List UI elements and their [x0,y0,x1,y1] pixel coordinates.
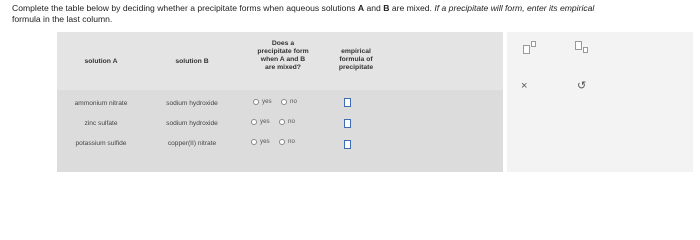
precipitate-radio-group [247,98,327,110]
subscript-small-box-icon [583,47,588,53]
clear-button[interactable]: × [521,80,528,92]
empirical-formula-input[interactable] [344,98,351,107]
table-row [57,134,503,156]
solution-a-cell: zinc sulfate [84,120,118,127]
instructions-and: and [364,3,384,13]
empirical-formula-input[interactable] [344,140,351,149]
no-radio[interactable] [279,139,285,145]
table-row [57,94,503,116]
header-empirical-formula [321,48,391,72]
yes-label: yes [260,118,270,125]
instructions-a: A [357,3,365,13]
header-solution-b: solution B [175,58,209,65]
header-precipitate-line-3: when A and B [260,56,306,63]
header-empirical-line-1: empirical [341,48,371,55]
instructions [12,3,692,25]
no-label: no [288,138,295,145]
yes-label: yes [260,138,270,145]
table-row [57,114,503,136]
precipitate-radio-group [247,118,327,130]
header-precipitate-line-1: Does a [271,40,295,47]
instructions-italic: If a precipitate will form, enter its empirical [434,3,595,13]
table-header [57,32,503,90]
header-precipitate-line-4: are mixed? [265,64,301,71]
solution-a-cell: potassium sulfide [75,140,127,147]
instructions-text-1: Complete the table below by deciding whether a precipitate forms when aqueous solutions [12,3,358,13]
yes-radio[interactable] [251,139,257,145]
no-radio[interactable] [279,119,285,125]
precipitate-radio-group [247,138,327,150]
instructions-text-2: are mixed. [389,3,435,13]
header-empirical-line-2: formula of [339,56,373,63]
no-label: no [288,118,295,125]
solution-a-cell: ammonium nitrate [74,100,128,107]
instructions-b: B [383,3,390,13]
superscript-small-box-icon [531,41,536,47]
empirical-formula-input[interactable] [344,119,351,128]
yes-radio[interactable] [251,119,257,125]
instructions-text-3: formula in the last column. [12,14,113,24]
undo-button[interactable]: ↺ [577,80,587,92]
superscript-box-icon [523,45,530,54]
header-solution-a: solution A [84,58,118,65]
solution-b-cell: sodium hydroxide [166,100,218,107]
no-radio[interactable] [281,99,287,105]
subscript-button[interactable] [573,40,593,56]
subscript-box-icon [575,41,582,50]
no-label: no [290,98,297,105]
solution-b-cell: copper(II) nitrate [167,140,217,147]
superscript-button[interactable] [521,40,541,56]
question-table [57,32,503,172]
yes-radio[interactable] [253,99,259,105]
header-precipitate-question [237,40,329,72]
header-empirical-line-3: precipitate [338,64,374,71]
solution-b-cell: sodium hydroxide [166,120,218,127]
formula-toolbar [507,32,693,172]
header-precipitate-line-2: precipitate form [257,48,309,55]
yes-label: yes [262,98,272,105]
